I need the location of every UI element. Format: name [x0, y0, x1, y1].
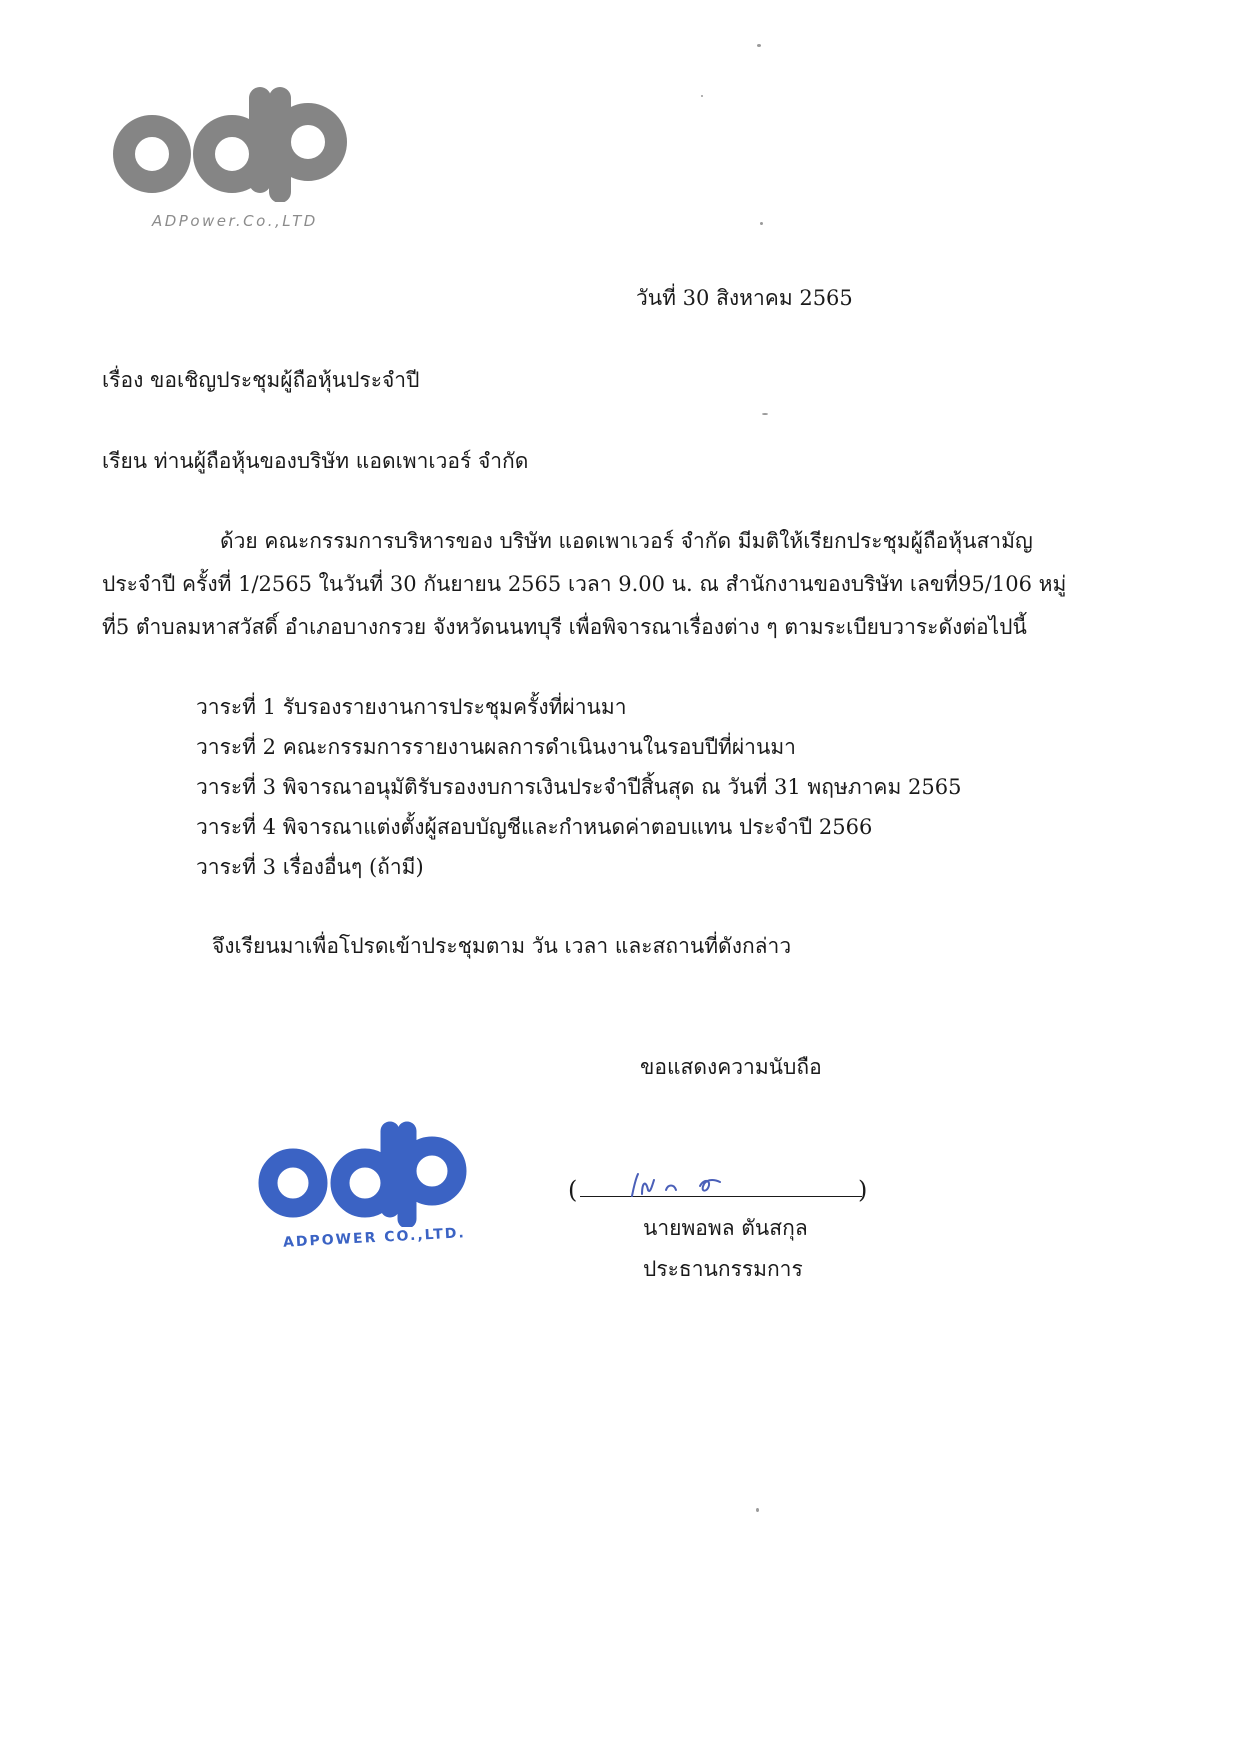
agenda-list — [196, 697, 961, 897]
signer-name: นายพอพล ตันสกุล — [643, 1216, 808, 1240]
body-line-2: ประจำปี ครั้งที่ 1/2565 ในวันที่ 30 กันยายน 2565 เวลา 9.00 น. ณ สำนักงานของบริษัท เลขที่95/106 หมู่ — [102, 572, 1067, 596]
regards: ขอแสดงความนับถือ — [640, 1055, 822, 1079]
body-line-3: ที่5 ตำบลมหาสวัสดิ์ อำเภอบางกรวย จังหวัดนนทบุรี เพื่อพิจารณาเรื่องต่าง ๆ ตามระเบียบวาระดังต่อไปนี้ — [102, 615, 1027, 639]
body-line-1: ด้วย คณะกรรมการบริหารของ บริษัท แอดเพาเวอร์ จำกัด มีมติให้เรียกประชุมผู้ถือหุ้นสามัญ — [220, 529, 1033, 553]
closing-line: จึงเรียนมาเพื่อโปรดเข้าประชุมตาม วัน เวลา และสถานที่ดังกล่าว — [212, 934, 792, 958]
company-logo — [110, 82, 350, 230]
scan-speck — [757, 44, 761, 47]
letter-subject: เรื่อง ขอเชิญประชุมผู้ถือหุ้นประจำปี — [102, 368, 420, 392]
signer-title: ประธานกรรมการ — [643, 1257, 803, 1281]
agenda-item: วาระที่ 4 พิจารณาแต่งตั้งผู้สอบบัญชีและกำหนดค่าตอบแทน ประจำปี 2566 — [196, 815, 873, 839]
letter-date: วันที่ 30 สิงหาคม 2565 — [636, 286, 853, 310]
agenda-item: วาระที่ 2 คณะกรรมการรายงานผลการดำเนินงานในรอบปีที่ผ่านมา — [196, 735, 796, 759]
stamp-text: ADPOWER CO.,LTD. — [282, 1225, 467, 1251]
scan-speck — [762, 413, 768, 415]
company-logo-text: ADPower.Co.,LTD — [152, 212, 318, 230]
agenda-item: วาระที่ 3 เรื่องอื่นๆ (ถ้ามี) — [196, 855, 424, 879]
adp-logo-icon — [110, 82, 350, 202]
letter-addressee: เรียน ท่านผู้ถือหุ้นของบริษัท แอดเพาเวอร์ จำกัด — [102, 449, 529, 473]
adp-stamp-logo-icon — [255, 1115, 470, 1227]
signature-open-paren: ( — [568, 1176, 578, 1204]
scan-speck — [701, 95, 703, 97]
company-stamp — [255, 1115, 470, 1255]
handwritten-signature-icon — [620, 1168, 730, 1202]
signature-close-paren: ) — [858, 1176, 868, 1204]
agenda-item: วาระที่ 1 รับรองรายงานการประชุมครั้งที่ผ่านมา — [196, 695, 627, 719]
agenda-item: วาระที่ 3 พิจารณาอนุมัติรับรองงบการเงินประจำปีสิ้นสุด ณ วันที่ 31 พฤษภาคม 2565 — [196, 775, 962, 799]
scan-speck — [756, 1508, 759, 1512]
scan-speck — [760, 222, 763, 225]
